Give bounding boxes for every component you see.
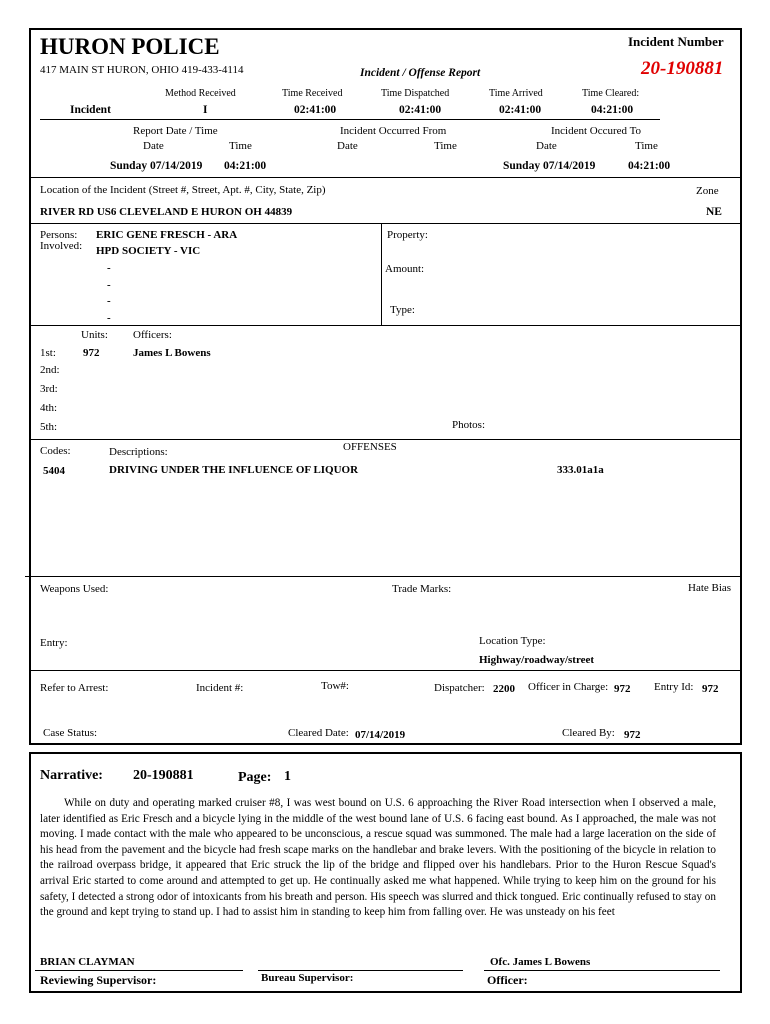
unit-row-3-label: 3rd: — [40, 383, 58, 395]
location-value: RIVER RD US6 CLEVELAND E HURON OH 44839 — [40, 206, 293, 218]
refer-to-arrest-label: Refer to Arrest: — [40, 682, 109, 694]
officer-in-charge-value: 972 — [614, 683, 631, 695]
unit-row-5-label: 5th: — [40, 421, 58, 433]
report-date-value: Sunday 07/14/2019 — [110, 160, 203, 172]
photos-label: Photos: — [452, 419, 486, 431]
time-cleared-label: Time Cleared: — [582, 88, 640, 99]
person-4: - — [107, 279, 111, 291]
officer-label: Officer: — [487, 973, 528, 987]
offenses-title: OFFENSES — [343, 441, 397, 453]
dates-divider — [29, 177, 742, 178]
person-5: - — [107, 295, 111, 307]
time-dispatched-value: 02:41:00 — [399, 104, 442, 116]
location-type-label: Location Type: — [479, 635, 546, 647]
offense-description: DRIVING UNDER THE INFLUENCE OF LIQUOR — [109, 464, 359, 476]
report-datetime-label: Report Date / Time — [133, 125, 218, 137]
narrative-label: Narrative: — [40, 768, 103, 783]
cleared-date-label: Cleared Date: — [288, 727, 349, 739]
incident-divider — [40, 119, 660, 120]
location-divider — [29, 223, 742, 224]
unit-row-1-label: 1st: — [40, 347, 56, 359]
case-status-label: Case Status: — [43, 727, 98, 739]
incident-hash-label: Incident #: — [196, 682, 244, 694]
officers-label: Officers: — [133, 329, 172, 341]
unit-row-1-unit: 972 — [83, 347, 100, 359]
offense-code: 5404 — [43, 465, 65, 477]
involved-label: Involved: — [40, 240, 83, 252]
hate-bias-label: Hate Bias — [688, 582, 732, 594]
location-type-value: Highway/roadway/street — [479, 654, 595, 666]
persons-divider — [29, 325, 742, 326]
bureau-signature-line — [258, 970, 463, 971]
person-6: - — [107, 312, 111, 324]
narrative-text: While on duty and operating marked cruiser #8, I was west bound on U.S. 6 approaching the River Road intersection when I observed a male, later identified as Eric Fresch and a bicycle lying in the middle of the west bound lane of U.S. 6 facing east bound. As I approached, the male was not moving. I made contact with the male who appeared to be unconscious, a rescue squad was summoned. The male had a large laceration on the side of his head from the pavement and the bicycle had fresh scape marks on the handlebar and brake levers. With the positioning of the bicycle in relation to the railroad overpass bridge, it appeared that Eric struck the lip of the bridge and flipped over his handlebars. Prior to the Huron Rescue Squad's arrival Eric started to come around and attempted to get up. He continually asked me what happened. While trying to keep him on the ground for his safety, I detected a strong odor of intoxicants from his breath and person. His speech was slurred and thick tongued. Eric continually refused to stay on the ground and kept trying to stand up. I had to assist him in standing to keep him from falling over. He was unsteady on his feet — [40, 797, 716, 919]
occurred-to-label: Incident Occured To — [551, 125, 642, 137]
narrative-number: 20-190881 — [133, 768, 194, 783]
amount-label: Amount: — [385, 263, 425, 275]
time-received-label: Time Received — [282, 88, 343, 99]
bureau-supervisor-label: Bureau Supervisor: — [261, 972, 354, 984]
to-time-value: 04:21:00 — [628, 160, 671, 172]
time-received-value: 02:41:00 — [294, 104, 337, 116]
persons-property-divider — [381, 223, 382, 325]
entry-label: Entry: — [40, 637, 68, 649]
units-divider — [29, 439, 742, 440]
to-date-value: Sunday 07/14/2019 — [503, 160, 596, 172]
officer-name: Ofc. James L Bowens — [490, 956, 591, 968]
entry-id-value: 972 — [702, 683, 719, 695]
dispatcher-value: 2200 — [493, 683, 515, 695]
narrative-page-label: Page: — [238, 770, 272, 785]
method-received-label: Method Received — [165, 88, 236, 99]
report-date-label: Date — [143, 140, 164, 152]
agency-title: HURON POLICE — [40, 34, 220, 59]
person-2: HPD SOCIETY - VIC — [96, 245, 201, 257]
entry-divider — [29, 670, 742, 671]
dispatcher-label: Dispatcher: — [434, 682, 485, 694]
incident-number-label: Incident Number — [628, 34, 724, 49]
reviewing-supervisor-label: Reviewing Supervisor: — [40, 973, 157, 987]
time-cleared-value: 04:21:00 — [591, 104, 634, 116]
unit-row-1-officer: James L Bowens — [133, 347, 211, 359]
time-arrived-label: Time Arrived — [489, 88, 543, 99]
report-type: Incident / Offense Report — [360, 67, 481, 79]
incident-number: 20-190881 — [641, 58, 724, 79]
descriptions-label: Descriptions: — [109, 446, 168, 458]
officer-in-charge-label: Officer in Charge: — [528, 681, 609, 693]
person-1: ERIC GENE FRESCH - ARA — [96, 229, 238, 241]
offense-statute: 333.01a1a — [557, 464, 604, 476]
time-arrived-value: 02:41:00 — [499, 104, 542, 116]
location-label: Location of the Incident (Street #, Street, Apt. #, City, State, Zip) — [40, 184, 326, 196]
units-label: Units: — [81, 329, 108, 341]
to-date-label: Date — [536, 140, 557, 152]
type-label: Type: — [390, 304, 415, 316]
zone-label: Zone — [696, 185, 719, 197]
report-time-label: Time — [229, 140, 252, 152]
cleared-date-value: 07/14/2019 — [355, 729, 406, 741]
reviewing-signature-line — [35, 970, 243, 971]
entry-id-label: Entry Id: — [654, 681, 694, 693]
report-time-value: 04:21:00 — [224, 160, 267, 172]
unit-row-4-label: 4th: — [40, 402, 58, 414]
from-date-label: Date — [337, 140, 358, 152]
person-3: - — [107, 262, 111, 274]
zone-value: NE — [706, 206, 722, 218]
codes-label: Codes: — [40, 445, 71, 457]
occurred-from-label: Incident Occurred From — [340, 125, 447, 137]
property-label: Property: — [387, 229, 428, 241]
time-dispatched-label: Time Dispatched — [381, 88, 450, 99]
from-time-label: Time — [434, 140, 457, 152]
offenses-divider — [25, 576, 742, 577]
tow-label: Tow#: — [321, 680, 349, 692]
persons-label: Persons: — [40, 229, 78, 241]
reviewing-supervisor-name: BRIAN CLAYMAN — [40, 956, 135, 968]
incident-label: Incident — [70, 104, 111, 116]
weapons-label: Weapons Used: — [40, 583, 109, 595]
unit-row-2-label: 2nd: — [40, 364, 60, 376]
agency-address: 417 MAIN ST HURON, OHIO 419-433-4114 — [40, 64, 244, 76]
trade-marks-label: Trade Marks: — [392, 583, 452, 595]
cleared-by-label: Cleared By: — [562, 727, 615, 739]
to-time-label: Time — [635, 140, 658, 152]
method-received-value: I — [203, 104, 208, 116]
cleared-by-value: 972 — [624, 729, 641, 741]
officer-signature-line — [484, 970, 720, 971]
narrative-page-number: 1 — [284, 769, 291, 784]
